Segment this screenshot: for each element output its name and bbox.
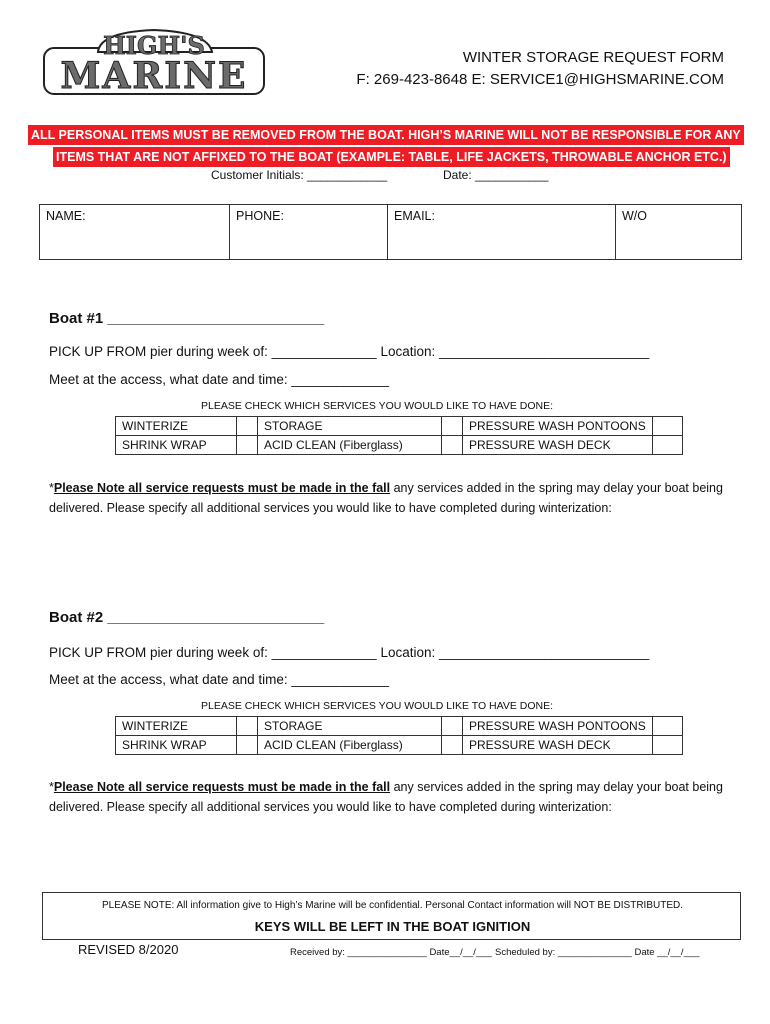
pressure-wash-deck-checkbox[interactable]	[652, 736, 682, 755]
boat-1-check-heading: PLEASE CHECK WHICH SERVICES YOU WOULD LIKE TO HAVE DONE:	[201, 400, 554, 412]
acid-clean-checkbox[interactable]	[442, 436, 463, 455]
customer-date-field[interactable]: Date: ___________	[443, 168, 549, 182]
confidentiality-note: PLEASE NOTE: All information give to High’s Marine will be confidential. Personal Contact information will NOT BE DISTRIBUTED.	[102, 900, 683, 911]
boat-2-section	[0, 609, 770, 869]
logo-line2: MARINE	[60, 55, 248, 97]
scheduled-by-field[interactable]: Scheduled by: ______________ Date __/__/___	[495, 947, 700, 958]
email-label: EMAIL:	[394, 209, 435, 223]
service-label: STORAGE	[258, 717, 442, 736]
service-label: PRESSURE WASH DECK	[463, 736, 653, 755]
boat-2-title: Boat #2 __________________________	[49, 609, 325, 626]
highs-marine-logo	[40, 24, 268, 100]
boat-1-section	[0, 310, 770, 570]
wo-field[interactable]	[616, 205, 741, 259]
footer-box	[42, 892, 741, 940]
service-label: SHRINK WRAP	[116, 736, 237, 755]
acid-clean-checkbox[interactable]	[442, 736, 463, 755]
boat-1-title: Boat #1 __________________________	[49, 310, 325, 327]
shrink-wrap-checkbox[interactable]	[237, 736, 258, 755]
service-label: ACID CLEAN (Fiberglass)	[258, 736, 442, 755]
boat-1-service-note	[49, 478, 723, 498]
keys-note: KEYS WILL BE LEFT IN THE BOAT IGNITION	[254, 919, 531, 934]
phone-label: PHONE:	[236, 209, 284, 223]
winterize-checkbox[interactable]	[237, 417, 258, 436]
boat-1-services-table	[115, 416, 683, 455]
boat-2-check-heading: PLEASE CHECK WHICH SERVICES YOU WOULD LIKE TO HAVE DONE:	[201, 700, 554, 712]
wo-label: W/O	[622, 209, 647, 223]
boat-1-meet[interactable]: Meet at the access, what date and time: _____________	[49, 372, 389, 387]
storage-checkbox[interactable]	[442, 417, 463, 436]
service-label: WINTERIZE	[116, 717, 237, 736]
winterize-checkbox[interactable]	[237, 717, 258, 736]
note-rest: any services added in the spring may delay your boat being	[390, 481, 723, 495]
service-label: PRESSURE WASH PONTOONS	[463, 717, 653, 736]
service-label: SHRINK WRAP	[116, 436, 237, 455]
pressure-wash-deck-checkbox[interactable]	[652, 436, 682, 455]
contact-info: F: 269-423-8648 E: SERVICE1@HIGHSMARINE.COM	[356, 71, 724, 88]
contact-table	[39, 204, 742, 260]
service-label: PRESSURE WASH DECK	[463, 436, 653, 455]
boat-2-service-note	[49, 777, 723, 797]
warning-line-1: ALL PERSONAL ITEMS MUST BE REMOVED FROM THE BOAT. HIGH’S MARINE WILL NOT BE RESPONSIBLE FOR ANY	[28, 125, 744, 145]
boat-1-pickup[interactable]: PICK UP FROM pier during week of: ______________ Location: ____________________________	[49, 344, 650, 359]
name-field[interactable]	[40, 205, 230, 259]
form-title: WINTER STORAGE REQUEST FORM	[462, 49, 724, 66]
service-label: PRESSURE WASH PONTOONS	[463, 417, 653, 436]
service-label: ACID CLEAN (Fiberglass)	[258, 436, 442, 455]
storage-checkbox[interactable]	[442, 717, 463, 736]
boat-2-pickup[interactable]: PICK UP FROM pier during week of: ______________ Location: ____________________________	[49, 645, 650, 660]
boat-2-services-table	[115, 716, 683, 755]
phone-field[interactable]	[230, 205, 388, 259]
note-bold: Please Note all service requests must be made in the fall	[53, 481, 391, 495]
received-by-field[interactable]: Received by: _______________ Date__/__/___	[290, 947, 492, 958]
boat-1-service-note-2: delivered. Please specify all additional services you would like to have completed during winterization:	[49, 501, 612, 515]
service-label: STORAGE	[258, 417, 442, 436]
customer-initials-field[interactable]: Customer Initials: ____________	[211, 168, 388, 182]
name-label: NAME:	[46, 209, 86, 223]
boat-2-meet[interactable]: Meet at the access, what date and time: _____________	[49, 672, 389, 687]
service-label: WINTERIZE	[116, 417, 237, 436]
shrink-wrap-checkbox[interactable]	[237, 436, 258, 455]
warning-line-2: ITEMS THAT ARE NOT AFFIXED TO THE BOAT (EXAMPLE: TABLE, LIFE JACKETS, THROWABLE ANCHOR ETC.)	[53, 147, 730, 167]
note-bold: Please Note all service requests must be made in the fall	[53, 780, 391, 794]
email-field[interactable]	[388, 205, 616, 259]
pressure-wash-pontoons-checkbox[interactable]	[652, 717, 682, 736]
note-asterisk: *	[49, 780, 54, 794]
revision-date: REVISED 8/2020	[78, 942, 179, 957]
note-asterisk: *	[49, 481, 54, 495]
note-rest: any services added in the spring may delay your boat being	[390, 780, 723, 794]
pressure-wash-pontoons-checkbox[interactable]	[652, 417, 682, 436]
boat-2-service-note-2: delivered. Please specify all additional services you would like to have completed during winterization:	[49, 800, 612, 814]
logo-line1: HIGH'S	[103, 31, 205, 60]
